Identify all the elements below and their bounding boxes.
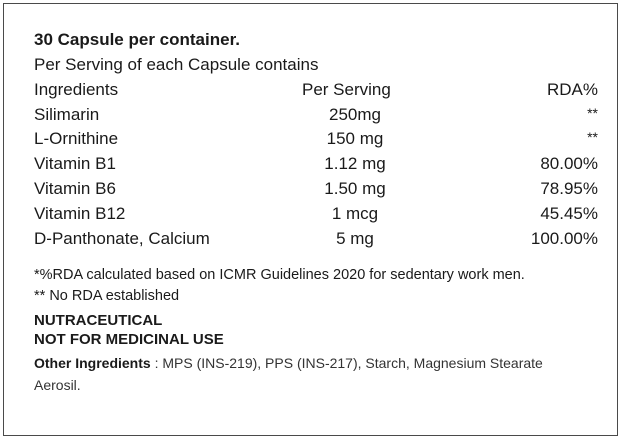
ingredient-name: D-Panthonate, Calcium xyxy=(34,229,210,248)
table-row xyxy=(4,204,619,228)
ingredient-name: L-Ornithine xyxy=(34,129,119,148)
table-row xyxy=(4,154,619,178)
header-per-serving: Per Serving xyxy=(302,80,391,99)
label-panel xyxy=(3,3,618,436)
other-ingredients-label: Other Ingredients xyxy=(34,355,151,371)
not-medicinal-label: NOT FOR MEDICINAL USE xyxy=(34,331,224,348)
ingredient-serving: 1 mcg xyxy=(331,204,379,223)
header-ingredients: Ingredients xyxy=(34,80,119,99)
table-row xyxy=(4,129,619,153)
table-header xyxy=(4,80,619,104)
ingredient-rda: ** xyxy=(587,129,598,145)
other-ingredients-text: : MPS (INS-219), PPS (INS-217), Starch, Magnesium Stearate xyxy=(150,355,543,371)
ingredient-name: Vitamin B12 xyxy=(34,204,126,223)
ingredient-name: Silimarin xyxy=(34,105,100,124)
container-count-heading: 30 Capsule per container. xyxy=(34,30,240,49)
no-rda-footnote: ** No RDA established xyxy=(34,288,180,304)
ingredient-name: Vitamin B1 xyxy=(34,154,116,173)
ingredient-serving: 1.12 mg xyxy=(324,154,386,173)
ingredient-serving: 150 mg xyxy=(326,129,384,148)
other-ingredients-continuation: Aerosil. xyxy=(34,377,81,393)
ingredient-serving: 250mg xyxy=(329,105,381,124)
ingredient-serving: 1.50 mg xyxy=(324,179,386,198)
ingredient-rda: ** xyxy=(587,105,598,121)
ingredient-rda: 78.95% xyxy=(540,179,598,198)
ingredient-serving: 5 mg xyxy=(336,229,374,248)
other-ingredients-line xyxy=(34,355,543,371)
ingredient-rda: 100.00% xyxy=(530,229,598,248)
rda-footnote: *%RDA calculated based on ICMR Guidelines 2020 for sedentary work men. xyxy=(34,267,525,283)
ingredient-rda: 80.00% xyxy=(540,154,598,173)
ingredient-name: Vitamin B6 xyxy=(34,179,116,198)
table-row xyxy=(4,105,619,129)
ingredient-rda: 45.45% xyxy=(540,204,598,223)
table-row xyxy=(4,179,619,203)
nutraceutical-label: NUTRACEUTICAL xyxy=(34,312,163,329)
header-rda: RDA% xyxy=(546,80,598,99)
serving-description: Per Serving of each Capsule contains xyxy=(34,55,319,74)
table-row xyxy=(4,229,619,253)
